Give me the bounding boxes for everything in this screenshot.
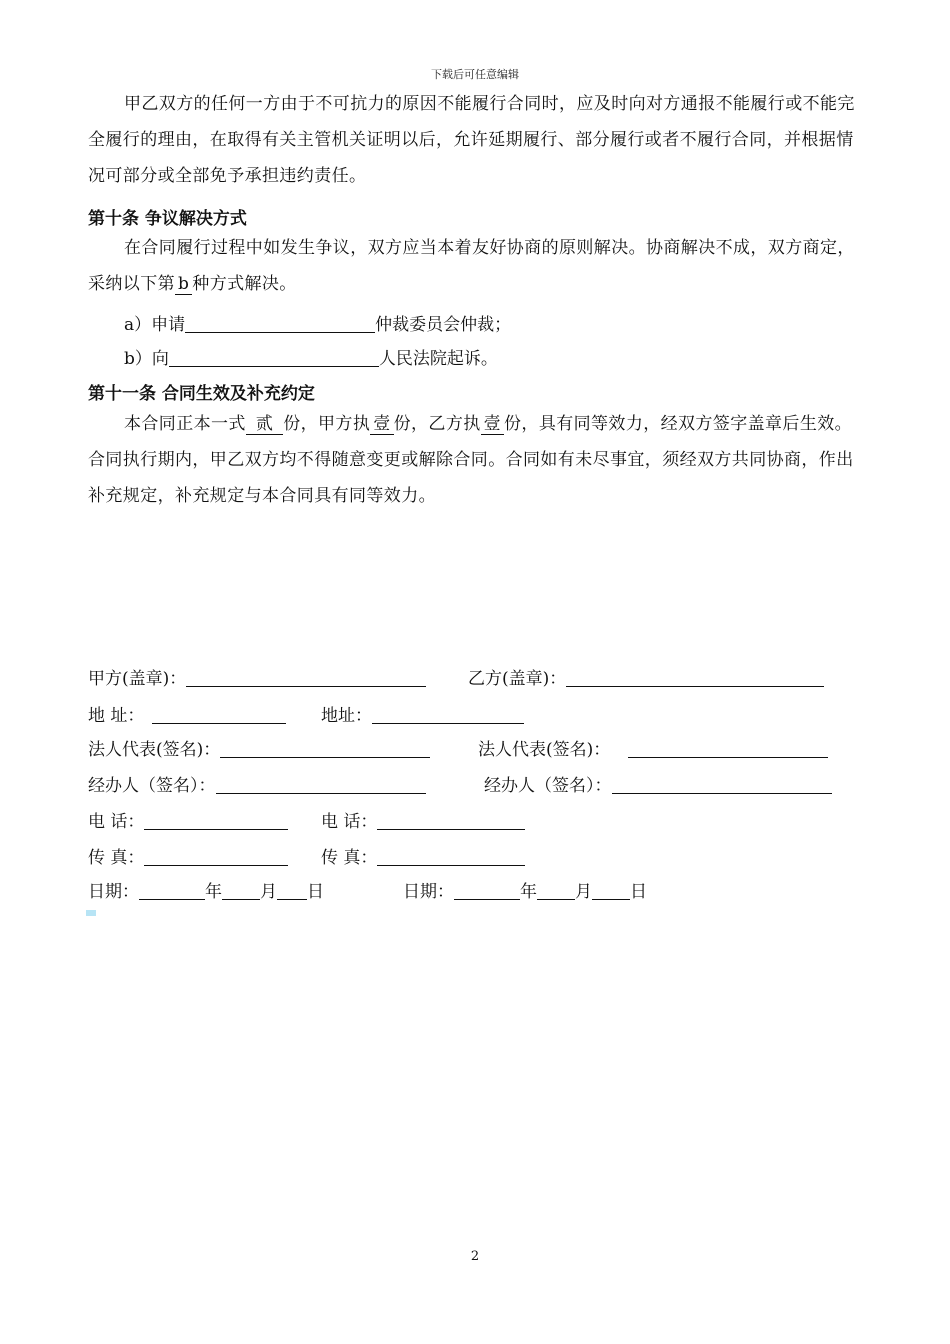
article10-text-1: 在合同履行过程中如发生争议，双方应当本着友好协商的原则解决。协商解决不成，双方商定，采纳以下第 <box>88 238 855 294</box>
fax-b-label: 传 真： <box>321 848 378 868</box>
option-b-suffix: 人民法院起诉。 <box>378 349 498 369</box>
option-a-line <box>124 310 511 335</box>
legal-rep-b-label: 法人代表(签名)： <box>478 740 611 760</box>
party-b-seal-row <box>468 664 824 689</box>
date-b-year-label: 年 <box>520 882 537 902</box>
phone-b-label: 电 话： <box>321 812 378 832</box>
date-a-day-blank[interactable] <box>277 880 307 900</box>
article10-body <box>88 230 864 302</box>
article10-text-2: 种方式解决。 <box>192 274 297 294</box>
legal-rep-a-row <box>88 735 430 760</box>
address-b-label: 地址： <box>321 706 372 726</box>
copies-party-a-value: 壹 <box>370 414 393 435</box>
article11-text-3: 份，乙方执 <box>393 414 481 434</box>
date-a-year-label: 年 <box>205 882 222 902</box>
phone-a-label: 电 话： <box>88 812 145 832</box>
date-b-month-label: 月 <box>575 882 592 902</box>
fax-b-blank[interactable] <box>377 846 525 866</box>
option-a-suffix: 仲裁委员会仲裁； <box>375 315 512 335</box>
legal-rep-a-blank[interactable] <box>220 738 430 758</box>
article11-text-2: 份，甲方执 <box>283 414 371 434</box>
phone-a-row <box>88 807 288 832</box>
fax-a-label: 传 真： <box>88 848 145 868</box>
fax-b-row <box>321 843 525 868</box>
agent-a-label: 经办人（签名）： <box>88 776 216 796</box>
legal-rep-b-row <box>478 735 828 760</box>
article11-text-4: 份，具有同等效力，经双方签字盖章后生效。合同执行期内，甲乙双方均不得随意变更或解除合同。合同如有未尽事宜，须经双方共同协商，作出补充规定，补充规定与本合同具有同等效力。 <box>88 414 854 506</box>
date-b-row <box>403 877 647 902</box>
phone-a-blank[interactable] <box>144 810 288 830</box>
agent-b-label: 经办人（签名）： <box>484 776 612 796</box>
legal-rep-b-blank[interactable] <box>628 738 828 758</box>
date-b-year-blank[interactable] <box>454 880 520 900</box>
date-b-label: 日期： <box>403 882 454 902</box>
date-a-row <box>88 877 324 902</box>
agent-a-row <box>88 771 426 796</box>
cursor-marker <box>86 910 96 916</box>
address-a-row <box>88 701 286 726</box>
address-a-label: 地 址： <box>88 706 145 726</box>
copies-party-b-value: 壹 <box>481 414 504 435</box>
copies-total-value: 贰 <box>246 414 283 435</box>
address-a-blank[interactable] <box>152 704 286 724</box>
force-majeure-paragraph <box>88 86 864 194</box>
date-a-month-label: 月 <box>260 882 277 902</box>
article11-title: 第十一条 合同生效及补充约定 <box>88 384 315 404</box>
page-header: 下载后可任意编辑 <box>431 68 519 81</box>
article11-text-1: 本合同正本一式 <box>124 414 246 434</box>
option-a-prefix: a）申请 <box>124 315 186 335</box>
date-a-day-label: 日 <box>307 882 324 902</box>
option-b-line <box>124 344 498 369</box>
phone-b-row <box>321 807 525 832</box>
address-b-row <box>321 701 524 726</box>
agent-b-row <box>484 771 832 796</box>
address-b-blank[interactable] <box>372 704 524 724</box>
date-a-year-blank[interactable] <box>139 880 205 900</box>
party-a-seal-blank[interactable] <box>186 667 426 687</box>
date-a-month-blank[interactable] <box>222 880 260 900</box>
party-a-seal-row <box>88 664 426 689</box>
party-b-seal-label: 乙方(盖章)： <box>468 669 567 689</box>
date-b-day-label: 日 <box>630 882 647 902</box>
arbitration-committee-blank[interactable] <box>185 313 375 333</box>
date-b-day-blank[interactable] <box>592 880 630 900</box>
court-name-blank[interactable] <box>169 347 379 367</box>
agent-a-blank[interactable] <box>216 774 426 794</box>
option-b-prefix: b）向 <box>124 349 169 369</box>
party-a-seal-label: 甲方(盖章)： <box>88 669 187 689</box>
date-a-label: 日期： <box>88 882 139 902</box>
dispute-choice-value: b <box>175 274 192 295</box>
date-b-month-blank[interactable] <box>537 880 575 900</box>
article11-body <box>88 406 864 514</box>
legal-rep-a-label: 法人代表(签名)： <box>88 740 221 760</box>
phone-b-blank[interactable] <box>377 810 525 830</box>
fax-a-row <box>88 843 288 868</box>
agent-b-blank[interactable] <box>612 774 832 794</box>
article10-title: 第十条 争议解决方式 <box>88 209 247 229</box>
force-majeure-text: 甲乙双方的任何一方由于不可抗力的原因不能履行合同时，应及时向对方通报不能履行或不能完全履行的理由，在取得有关主管机关证明以后，允许延期履行、部分履行或者不履行合同，并根据情况可部分或全部免予承担违约责任。 <box>88 94 855 186</box>
page-number: 2 <box>470 1249 480 1264</box>
fax-a-blank[interactable] <box>144 846 288 866</box>
party-b-seal-blank[interactable] <box>566 667 824 687</box>
